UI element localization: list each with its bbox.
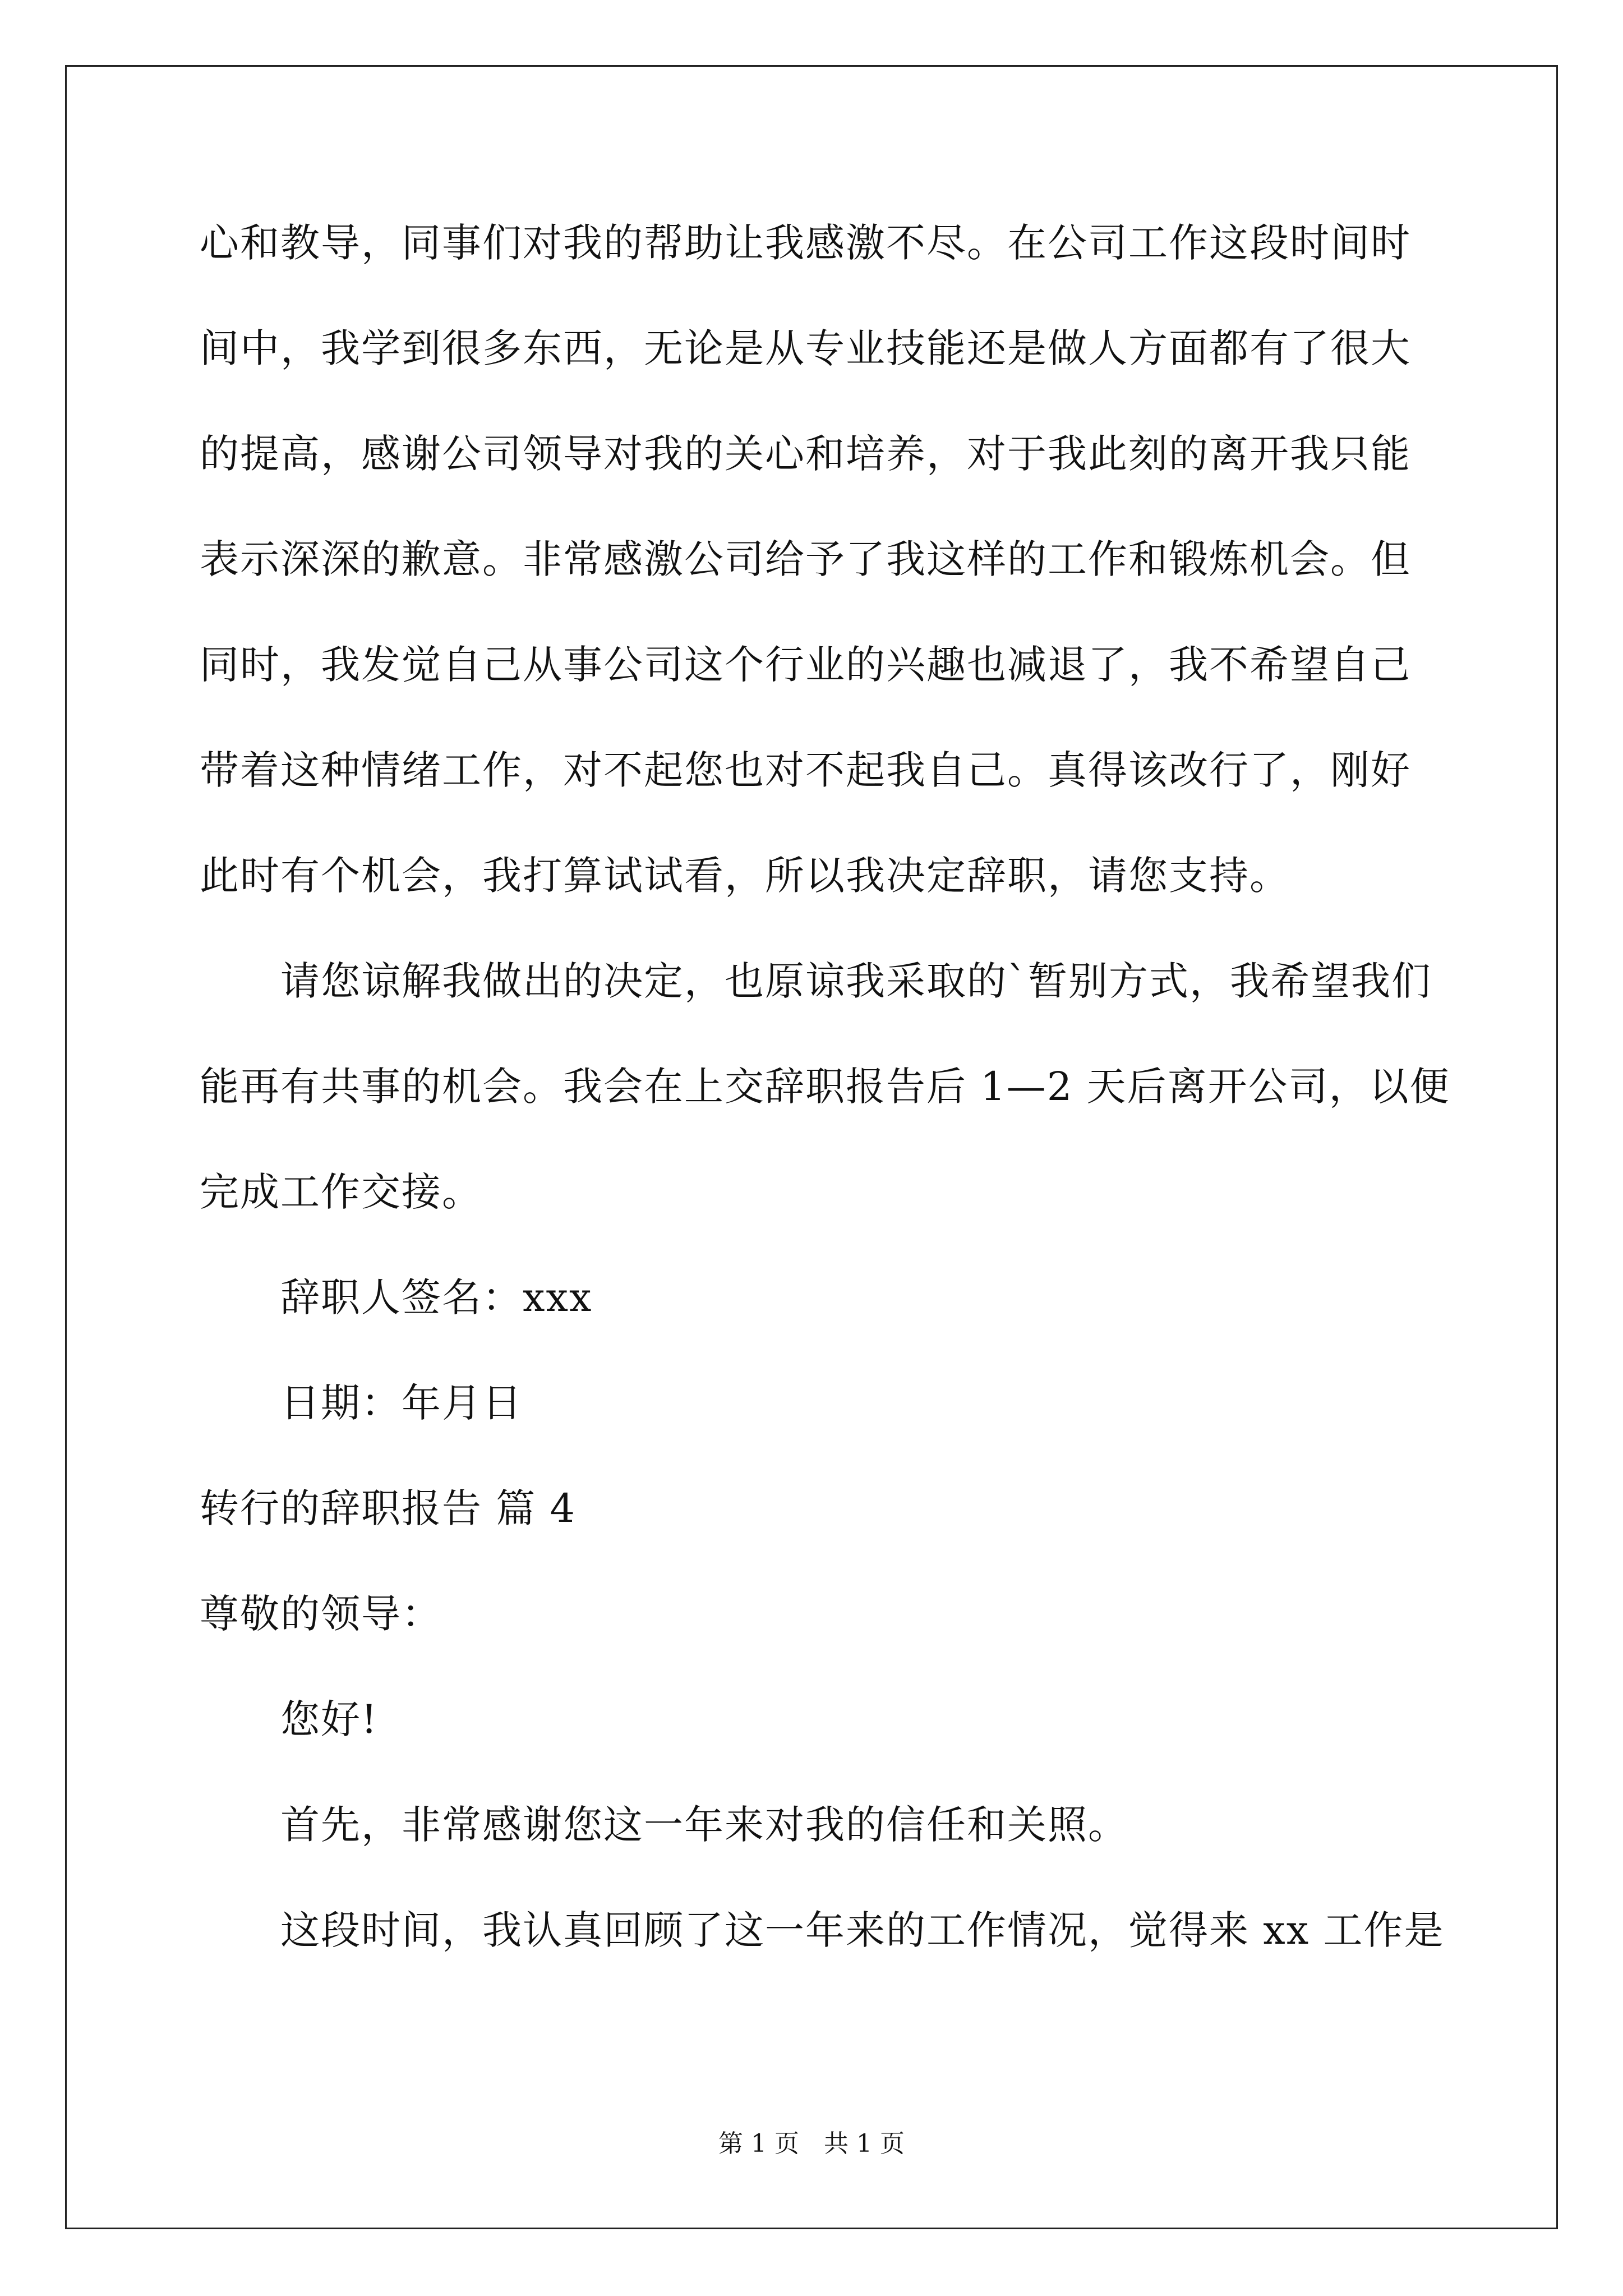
body-line-10: 完成工作交接。: [200, 1169, 482, 1215]
body-line-1: 心和教导，同事们对我的帮助让我感激不尽。在公司工作这段时间时: [200, 220, 1411, 266]
body-line-5: 同时，我发觉自己从事公司这个行业的兴趣也减退了，我不希望自己: [200, 642, 1411, 688]
salutation: 尊敬的领导：: [200, 1591, 442, 1637]
body-line-4: 表示深深的歉意。非常感激公司给予了我这样的工作和锻炼机会。但: [200, 536, 1411, 582]
signature-line: 辞职人签名：xxx: [280, 1274, 593, 1320]
page-frame: [65, 65, 1558, 2229]
date-line: 日期：年月日: [280, 1380, 523, 1426]
body-line-7: 此时有个机会，我打算试试看，所以我决定辞职，请您支持。: [200, 853, 1290, 899]
greeting: 您好!: [280, 1696, 379, 1742]
body-line-9: 能再有共事的机会。我会在上交辞职报告后 1—2 天后离开公司，以便: [200, 1064, 1450, 1110]
body-line-17: 这段时间，我认真回顾了这一年来的工作情况，觉得来 xx 工作是: [280, 1907, 1445, 1953]
section-title: 转行的辞职报告 篇 4: [200, 1485, 577, 1531]
body-line-2: 间中，我学到很多东西，无论是从专业技能还是做人方面都有了很大: [200, 325, 1411, 371]
body-line-8: 请您谅解我做出的决定，也原谅我采取的`暂别方式，我希望我们: [280, 958, 1432, 1004]
page-footer: 第 1 页 共 1 页: [718, 2129, 905, 2158]
body-line-3: 的提高，感谢公司领导对我的关心和培养，对于我此刻的离开我只能: [200, 431, 1411, 477]
body-line-16: 首先，非常感谢您这一年来对我的信任和关照。: [280, 1802, 1128, 1848]
body-line-6: 带着这种情绪工作，对不起您也对不起我自己。真得该改行了，刚好: [200, 747, 1411, 793]
